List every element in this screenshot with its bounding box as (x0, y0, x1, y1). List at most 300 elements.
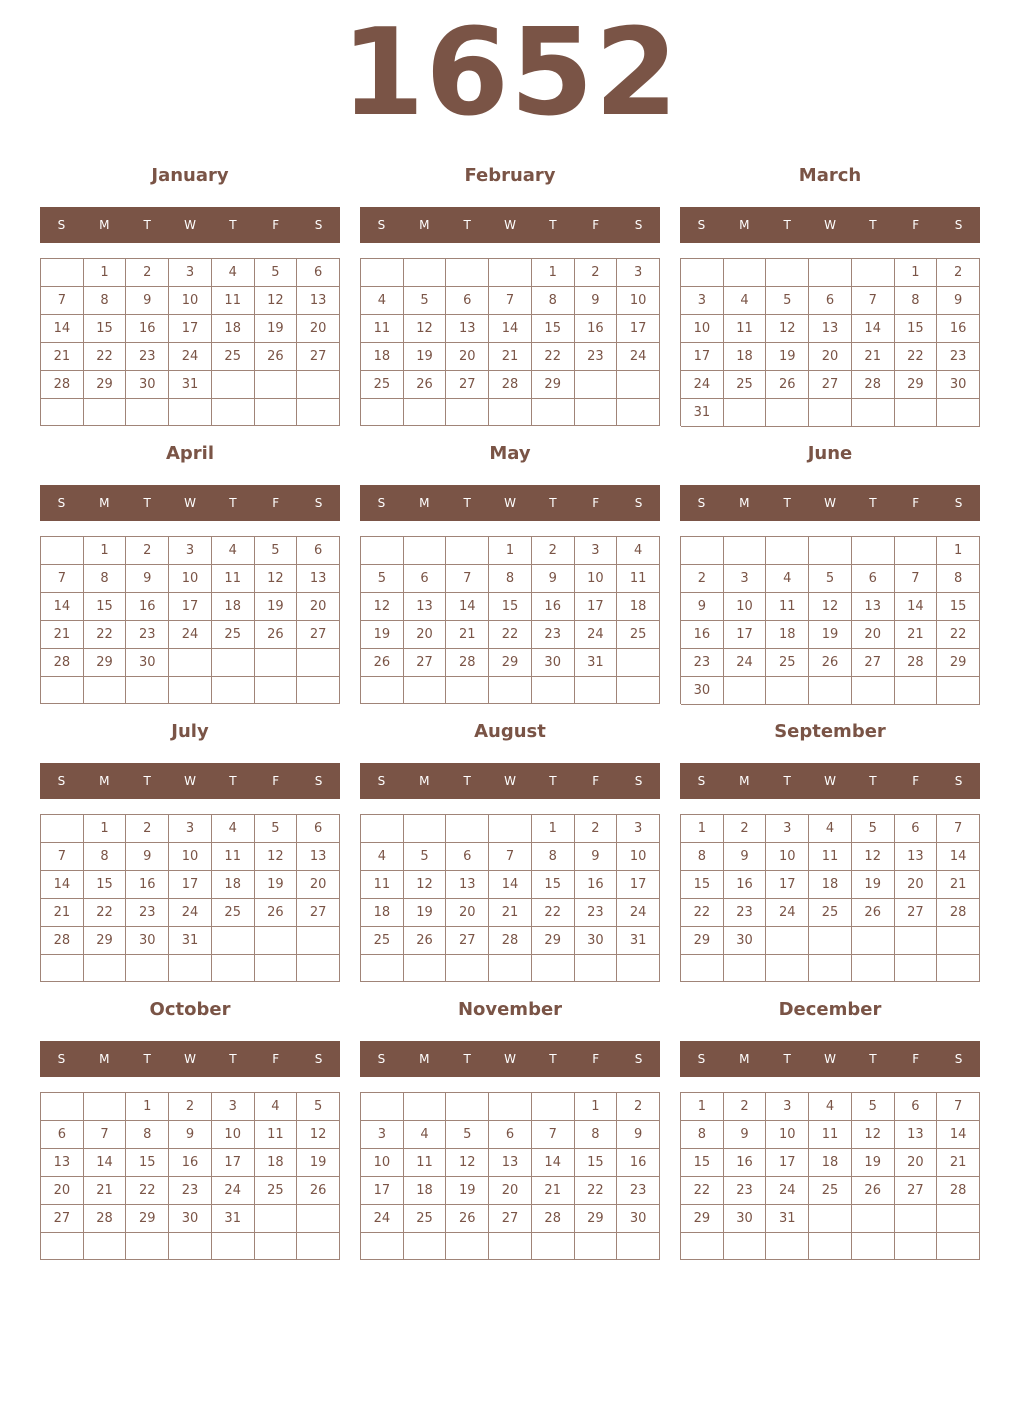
day-cell: 25 (617, 621, 660, 649)
empty-cell (852, 1205, 895, 1233)
day-cell: 20 (895, 1149, 938, 1177)
day-cell: 10 (766, 1121, 809, 1149)
day-cell: 6 (41, 1121, 84, 1149)
day-cell: 29 (489, 649, 532, 677)
day-cell: 17 (681, 343, 724, 371)
empty-cell (809, 955, 852, 982)
weekday-label: T (143, 218, 151, 232)
empty-cell (404, 677, 447, 704)
empty-cell (724, 1233, 767, 1260)
day-cell: 7 (532, 1121, 575, 1149)
weekday-label: W (504, 1052, 516, 1066)
empty-cell (575, 1233, 618, 1260)
day-cell: 15 (489, 593, 532, 621)
empty-cell (489, 677, 532, 704)
weekday-label: T (143, 774, 151, 788)
day-cell: 22 (84, 343, 127, 371)
empty-cell (617, 371, 660, 399)
weekday-label: T (869, 496, 877, 510)
day-cell: 2 (617, 1093, 660, 1121)
empty-cell (937, 1205, 980, 1233)
empty-cell (489, 259, 532, 287)
day-cell: 5 (446, 1121, 489, 1149)
empty-cell (809, 399, 852, 427)
day-cell: 20 (852, 621, 895, 649)
day-cell: 7 (41, 843, 84, 871)
empty-cell (84, 399, 127, 426)
day-cell: 22 (489, 621, 532, 649)
empty-cell (212, 399, 255, 426)
day-cell: 8 (937, 565, 980, 593)
day-cell: 9 (532, 565, 575, 593)
empty-cell (361, 537, 404, 565)
day-cell: 13 (404, 593, 447, 621)
month-name: February (464, 165, 556, 186)
day-cell: 28 (41, 371, 84, 399)
empty-cell (937, 955, 980, 982)
empty-cell (766, 955, 809, 982)
weekday-label: S (697, 774, 706, 788)
day-cell: 28 (446, 649, 489, 677)
empty-cell (361, 815, 404, 843)
day-cell: 7 (937, 815, 980, 843)
empty-cell (617, 1233, 660, 1260)
day-cell: 17 (575, 593, 618, 621)
day-cell: 11 (724, 315, 767, 343)
day-cell: 29 (532, 927, 575, 955)
day-cell: 16 (126, 871, 169, 899)
day-cell: 27 (446, 371, 489, 399)
empty-cell (41, 259, 84, 287)
day-cell: 9 (126, 287, 169, 315)
month-name: January (151, 165, 229, 186)
day-cell: 23 (937, 343, 980, 371)
day-cell: 10 (361, 1149, 404, 1177)
weekday-label: W (504, 774, 516, 788)
day-cell: 12 (297, 1121, 340, 1149)
day-cell: 29 (126, 1205, 169, 1233)
weekday-header (360, 485, 660, 521)
day-cell: 30 (126, 927, 169, 955)
day-cell: 4 (724, 287, 767, 315)
day-cell: 2 (575, 815, 618, 843)
empty-cell (617, 955, 660, 982)
day-cell: 4 (404, 1121, 447, 1149)
day-cell: 6 (404, 565, 447, 593)
day-cell: 9 (724, 843, 767, 871)
weekday-label: W (504, 496, 516, 510)
day-cell: 5 (255, 815, 298, 843)
day-cell: 22 (532, 899, 575, 927)
day-cell: 29 (937, 649, 980, 677)
day-cell: 25 (766, 649, 809, 677)
empty-cell (297, 677, 340, 704)
empty-cell (255, 1233, 298, 1260)
weekday-label: T (549, 774, 557, 788)
day-cell: 21 (532, 1177, 575, 1205)
weekday-label: F (272, 1052, 280, 1066)
day-cell: 5 (361, 565, 404, 593)
day-cell: 19 (255, 315, 298, 343)
day-grid (40, 814, 340, 982)
empty-cell (212, 927, 255, 955)
day-cell: 19 (766, 343, 809, 371)
day-cell: 18 (724, 343, 767, 371)
day-cell: 6 (446, 287, 489, 315)
weekday-header (360, 1041, 660, 1077)
day-cell: 24 (766, 899, 809, 927)
weekday-label: M (739, 774, 750, 788)
day-cell: 8 (84, 287, 127, 315)
empty-cell (575, 371, 618, 399)
day-cell: 11 (361, 871, 404, 899)
weekday-label: M (739, 1052, 750, 1066)
empty-cell (617, 649, 660, 677)
day-cell: 21 (446, 621, 489, 649)
day-cell: 15 (84, 315, 127, 343)
day-cell: 23 (724, 1177, 767, 1205)
day-cell: 22 (681, 1177, 724, 1205)
day-cell: 27 (41, 1205, 84, 1233)
weekday-label: F (592, 774, 600, 788)
day-cell: 16 (126, 315, 169, 343)
empty-cell (361, 399, 404, 426)
day-cell: 27 (895, 1177, 938, 1205)
day-cell: 29 (84, 927, 127, 955)
day-cell: 29 (84, 649, 127, 677)
day-cell: 10 (212, 1121, 255, 1149)
empty-cell (937, 1233, 980, 1260)
day-cell: 16 (126, 593, 169, 621)
day-cell: 20 (895, 871, 938, 899)
empty-cell (255, 399, 298, 426)
weekday-label: M (739, 218, 750, 232)
day-grid (360, 1092, 660, 1260)
empty-cell (489, 399, 532, 426)
weekday-label: T (783, 218, 791, 232)
day-cell: 14 (41, 593, 84, 621)
day-cell: 23 (169, 1177, 212, 1205)
day-cell: 23 (724, 899, 767, 927)
weekday-label: T (229, 1052, 237, 1066)
empty-cell (446, 537, 489, 565)
weekday-label: S (377, 496, 386, 510)
day-cell: 18 (766, 621, 809, 649)
weekday-label: W (824, 218, 836, 232)
day-grid (40, 1092, 340, 1260)
weekday-header (680, 485, 980, 521)
day-cell: 8 (895, 287, 938, 315)
empty-cell (84, 1093, 127, 1121)
day-cell: 8 (489, 565, 532, 593)
day-cell: 6 (489, 1121, 532, 1149)
day-cell: 15 (681, 871, 724, 899)
empty-cell (169, 955, 212, 982)
empty-cell (404, 955, 447, 982)
day-cell: 2 (126, 259, 169, 287)
day-cell: 14 (41, 871, 84, 899)
day-cell: 5 (852, 815, 895, 843)
day-cell: 27 (446, 927, 489, 955)
day-cell: 25 (809, 1177, 852, 1205)
day-cell: 21 (489, 343, 532, 371)
day-cell: 13 (446, 871, 489, 899)
day-cell: 26 (446, 1205, 489, 1233)
day-cell: 24 (617, 899, 660, 927)
day-cell: 14 (84, 1149, 127, 1177)
day-cell: 14 (532, 1149, 575, 1177)
empty-cell (575, 399, 618, 426)
day-cell: 8 (126, 1121, 169, 1149)
day-cell: 13 (895, 1121, 938, 1149)
day-cell: 26 (852, 1177, 895, 1205)
day-cell: 25 (404, 1205, 447, 1233)
day-cell: 30 (126, 371, 169, 399)
day-cell: 1 (532, 259, 575, 287)
day-cell: 14 (41, 315, 84, 343)
day-grid (360, 814, 660, 982)
day-cell: 5 (852, 1093, 895, 1121)
empty-cell (724, 537, 767, 565)
day-cell: 8 (681, 843, 724, 871)
day-cell: 23 (126, 343, 169, 371)
day-cell: 29 (532, 371, 575, 399)
empty-cell (404, 815, 447, 843)
empty-cell (255, 371, 298, 399)
day-cell: 20 (446, 899, 489, 927)
empty-cell (532, 1233, 575, 1260)
day-cell: 10 (617, 843, 660, 871)
day-cell: 31 (617, 927, 660, 955)
empty-cell (766, 927, 809, 955)
day-cell: 3 (169, 259, 212, 287)
day-cell: 5 (297, 1093, 340, 1121)
day-cell: 7 (489, 287, 532, 315)
weekday-header (680, 763, 980, 799)
day-cell: 15 (126, 1149, 169, 1177)
day-cell: 14 (489, 315, 532, 343)
day-cell: 13 (41, 1149, 84, 1177)
day-cell: 6 (297, 815, 340, 843)
month-name: July (171, 721, 209, 742)
weekday-label: S (954, 1052, 963, 1066)
day-cell: 1 (126, 1093, 169, 1121)
empty-cell (852, 259, 895, 287)
day-cell: 19 (255, 871, 298, 899)
empty-cell (681, 259, 724, 287)
weekday-label: M (419, 1052, 430, 1066)
day-grid (680, 1092, 980, 1260)
day-cell: 3 (724, 565, 767, 593)
day-cell: 19 (404, 899, 447, 927)
day-cell: 25 (255, 1177, 298, 1205)
day-cell: 27 (489, 1205, 532, 1233)
weekday-label: W (504, 218, 516, 232)
day-cell: 17 (766, 1149, 809, 1177)
day-cell: 22 (895, 343, 938, 371)
empty-cell (766, 677, 809, 705)
empty-cell (895, 1233, 938, 1260)
day-cell: 12 (255, 843, 298, 871)
day-cell: 8 (532, 843, 575, 871)
day-cell: 2 (681, 565, 724, 593)
day-cell: 26 (404, 927, 447, 955)
day-cell: 12 (361, 593, 404, 621)
weekday-header (40, 1041, 340, 1077)
day-cell: 10 (681, 315, 724, 343)
day-cell: 22 (937, 621, 980, 649)
empty-cell (404, 259, 447, 287)
weekday-label: M (99, 774, 110, 788)
day-cell: 27 (297, 343, 340, 371)
day-cell: 24 (681, 371, 724, 399)
empty-cell (681, 955, 724, 982)
empty-cell (169, 399, 212, 426)
day-cell: 16 (575, 871, 618, 899)
weekday-label: T (783, 496, 791, 510)
weekday-header (40, 485, 340, 521)
day-cell: 4 (361, 843, 404, 871)
day-cell: 1 (532, 815, 575, 843)
day-cell: 15 (937, 593, 980, 621)
day-cell: 22 (126, 1177, 169, 1205)
day-cell: 8 (681, 1121, 724, 1149)
empty-cell (361, 955, 404, 982)
weekday-label: M (99, 496, 110, 510)
weekday-label: M (419, 218, 430, 232)
weekday-label: F (272, 774, 280, 788)
weekday-label: S (377, 218, 386, 232)
empty-cell (446, 399, 489, 426)
day-cell: 4 (212, 259, 255, 287)
month-name: March (798, 165, 862, 186)
day-grid (360, 258, 660, 426)
day-cell: 19 (852, 871, 895, 899)
day-cell: 17 (169, 315, 212, 343)
weekday-header (680, 1041, 980, 1077)
day-cell: 21 (84, 1177, 127, 1205)
weekday-label: F (912, 1052, 920, 1066)
day-cell: 5 (255, 259, 298, 287)
day-cell: 25 (809, 899, 852, 927)
day-cell: 28 (41, 927, 84, 955)
weekday-label: T (463, 496, 471, 510)
day-cell: 9 (681, 593, 724, 621)
empty-cell (895, 1205, 938, 1233)
weekday-label: T (783, 1052, 791, 1066)
day-cell: 15 (532, 871, 575, 899)
empty-cell (489, 1093, 532, 1121)
day-cell: 6 (297, 259, 340, 287)
day-cell: 16 (724, 1149, 767, 1177)
day-cell: 23 (532, 621, 575, 649)
empty-cell (297, 955, 340, 982)
day-cell: 20 (41, 1177, 84, 1205)
day-cell: 26 (297, 1177, 340, 1205)
weekday-header (40, 763, 340, 799)
day-cell: 20 (297, 871, 340, 899)
weekday-label: T (869, 1052, 877, 1066)
weekday-label: W (824, 1052, 836, 1066)
day-cell: 26 (255, 899, 298, 927)
day-grid (680, 258, 980, 426)
empty-cell (809, 259, 852, 287)
day-cell: 23 (681, 649, 724, 677)
empty-cell (212, 1233, 255, 1260)
day-cell: 7 (937, 1093, 980, 1121)
day-cell: 12 (852, 1121, 895, 1149)
weekday-label: M (419, 496, 430, 510)
empty-cell (766, 399, 809, 427)
day-cell: 13 (446, 315, 489, 343)
day-cell: 8 (532, 287, 575, 315)
weekday-label: T (549, 496, 557, 510)
empty-cell (212, 677, 255, 704)
day-cell: 28 (895, 649, 938, 677)
day-cell: 30 (575, 927, 618, 955)
weekday-label: S (57, 774, 66, 788)
day-cell: 20 (297, 593, 340, 621)
month-name: May (489, 443, 531, 464)
weekday-label: M (739, 496, 750, 510)
weekday-header (680, 207, 980, 243)
day-cell: 5 (255, 537, 298, 565)
weekday-label: S (314, 774, 323, 788)
empty-cell (532, 399, 575, 426)
empty-cell (212, 371, 255, 399)
day-cell: 7 (84, 1121, 127, 1149)
day-cell: 23 (575, 899, 618, 927)
day-cell: 13 (297, 565, 340, 593)
day-cell: 1 (937, 537, 980, 565)
empty-cell (126, 677, 169, 704)
empty-cell (724, 259, 767, 287)
month-name: October (149, 999, 231, 1020)
day-cell: 15 (84, 593, 127, 621)
day-cell: 29 (681, 1205, 724, 1233)
day-cell: 19 (809, 621, 852, 649)
empty-cell (895, 955, 938, 982)
day-grid (40, 258, 340, 426)
empty-cell (809, 1233, 852, 1260)
empty-cell (297, 649, 340, 677)
empty-cell (489, 815, 532, 843)
empty-cell (532, 677, 575, 704)
month-name: December (778, 999, 882, 1020)
day-cell: 11 (212, 843, 255, 871)
day-cell: 30 (937, 371, 980, 399)
empty-cell (361, 1233, 404, 1260)
day-cell: 8 (84, 843, 127, 871)
day-cell: 11 (212, 287, 255, 315)
day-cell: 30 (126, 649, 169, 677)
day-cell: 31 (169, 927, 212, 955)
day-cell: 3 (766, 815, 809, 843)
day-cell: 10 (766, 843, 809, 871)
day-cell: 24 (766, 1177, 809, 1205)
day-cell: 21 (895, 621, 938, 649)
weekday-label: T (463, 218, 471, 232)
day-cell: 21 (489, 899, 532, 927)
empty-cell (852, 927, 895, 955)
day-cell: 26 (766, 371, 809, 399)
empty-cell (41, 399, 84, 426)
day-cell: 13 (297, 287, 340, 315)
day-cell: 21 (41, 343, 84, 371)
day-cell: 4 (212, 537, 255, 565)
day-cell: 28 (489, 371, 532, 399)
weekday-label: F (912, 496, 920, 510)
